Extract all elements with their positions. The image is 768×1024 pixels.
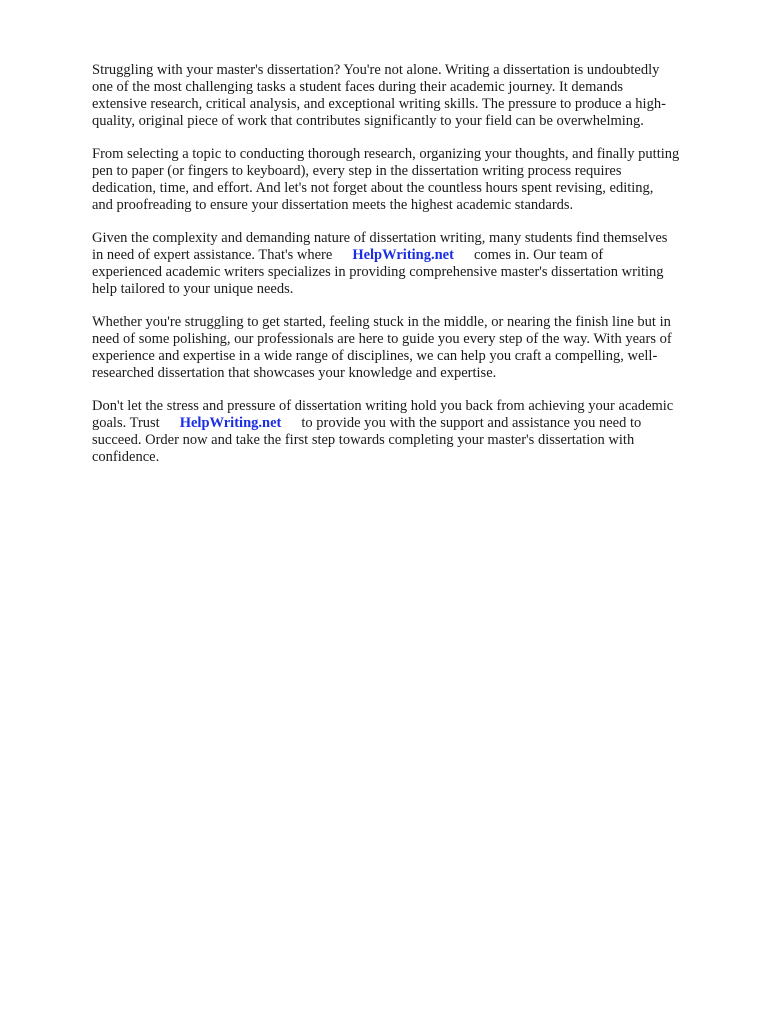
paragraph-process [92,146,679,214]
text-line: From selecting a topic to conducting thorough research, organizing your thoughts, and finally putting [92,146,680,162]
text-line: Don't let the stress and pressure of dissertation writing hold you back from achieving your academic [92,398,674,414]
helpwriting-link[interactable]: HelpWriting.net [179,415,282,431]
text-line: dedication, time, and effort. And let's not forget about the countless hours spent revising, editing, [92,180,654,196]
text-line: experience and expertise in a wide range of disciplines, we can help you craft a compelling, well- [92,348,658,364]
text-line: researched dissertation that showcases your knowledge and expertise. [92,365,497,381]
text-segment: to provide you with the support and assistance you need to [301,415,642,431]
text-line: extensive research, critical analysis, and exceptional writing skills. The pressure to produce a high- [92,96,666,112]
paragraph-intro [92,62,666,130]
text-segment: in need of expert assistance. That's where [92,247,333,263]
text-line: and proofreading to ensure your dissertation meets the highest academic standards. [92,197,574,213]
text-line: help tailored to your unique needs. [92,281,294,297]
text-line-with-link [92,415,673,432]
text-segment: comes in. Our team of [473,247,604,263]
text-line: need of some polishing, our professionals are here to guide you every step of the way. With years of [92,331,672,347]
paragraph-guidance [92,314,672,382]
paragraph-service [92,230,667,298]
text-line: pen to paper (or fingers to keyboard), every step in the dissertation writing process requires [92,163,622,179]
text-line: experienced academic writers specializes in providing comprehensive master's dissertation writing [92,264,664,280]
helpwriting-link[interactable]: HelpWriting.net [352,247,454,263]
text-line-with-link [92,247,667,264]
text-line: succeed. Order now and take the first step towards completing your master's dissertation with [92,432,635,448]
paragraph-closing [92,398,673,466]
text-line: Whether you're struggling to get started, feeling stuck in the middle, or nearing the finish line but in [92,314,671,330]
text-segment: goals. Trust [92,415,160,431]
text-line: Given the complexity and demanding nature of dissertation writing, many students find themselves [92,230,668,246]
text-line: Struggling with your master's dissertation? You're not alone. Writing a dissertation is undoubtedly [92,62,660,78]
text-line: confidence. [92,449,160,465]
text-line: quality, original piece of work that contributes significantly to your field can be overwhelming. [92,113,644,129]
text-line: one of the most challenging tasks a student faces during their academic journey. It demands [92,79,623,95]
